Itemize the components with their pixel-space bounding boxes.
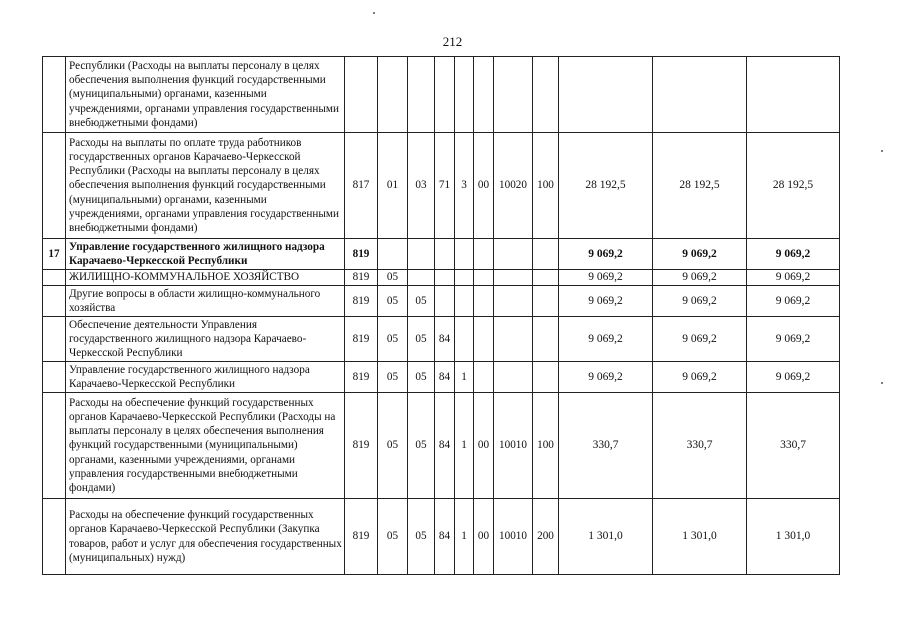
cell-main-event bbox=[474, 57, 494, 133]
scan-speck bbox=[881, 382, 883, 384]
cell-subsection: 05 bbox=[408, 286, 435, 317]
cell-sum-1: 9 069,2 bbox=[559, 362, 653, 393]
cell-ministry: 819 bbox=[345, 393, 378, 499]
cell-sum-3 bbox=[747, 57, 840, 133]
cell-sum-3: 1 301,0 bbox=[747, 499, 840, 575]
cell-main-event bbox=[474, 239, 494, 270]
cell-sum-2: 9 069,2 bbox=[653, 270, 747, 286]
cell-main-event: 00 bbox=[474, 133, 494, 239]
cell-expense-type bbox=[533, 317, 559, 362]
cell-sum-2: 330,7 bbox=[653, 393, 747, 499]
cell-ministry: 817 bbox=[345, 133, 378, 239]
cell-name: ЖИЛИЩНО-КОММУНАЛЬНОЕ ХОЗЯЙСТВО bbox=[66, 270, 345, 286]
cell-ministry: 819 bbox=[345, 362, 378, 393]
cell-num bbox=[43, 499, 66, 575]
budget-table bbox=[42, 56, 840, 575]
table-row bbox=[43, 270, 840, 286]
cell-expense-type: 200 bbox=[533, 499, 559, 575]
cell-name: Расходы на выплаты по оплате труда работников государственных органов Карачаево-Черкесской Республики (Расходы на выплаты персоналу в целях обеспечения выполнения функций государственными (муниципальными) органами, казенными учреждениями, органами управления государственными внебюджетными фондами) bbox=[66, 133, 345, 239]
cell-subprogram bbox=[455, 239, 474, 270]
cell-sum-2: 9 069,2 bbox=[653, 286, 747, 317]
cell-direction bbox=[494, 317, 533, 362]
cell-sum-3: 9 069,2 bbox=[747, 286, 840, 317]
scan-speck bbox=[881, 150, 883, 152]
cell-sum-2 bbox=[653, 57, 747, 133]
table-row bbox=[43, 362, 840, 393]
cell-section bbox=[378, 239, 408, 270]
cell-section: 05 bbox=[378, 317, 408, 362]
cell-main-event: 00 bbox=[474, 393, 494, 499]
cell-sum-2: 9 069,2 bbox=[653, 239, 747, 270]
cell-program bbox=[435, 286, 455, 317]
cell-expense-type bbox=[533, 239, 559, 270]
cell-sum-2: 1 301,0 bbox=[653, 499, 747, 575]
cell-expense-type bbox=[533, 270, 559, 286]
cell-program bbox=[435, 239, 455, 270]
table-row bbox=[43, 317, 840, 362]
cell-subprogram: 3 bbox=[455, 133, 474, 239]
table-row bbox=[43, 239, 840, 270]
cell-num bbox=[43, 286, 66, 317]
cell-ministry: 819 bbox=[345, 499, 378, 575]
cell-section: 05 bbox=[378, 362, 408, 393]
cell-main-event bbox=[474, 286, 494, 317]
cell-section bbox=[378, 57, 408, 133]
cell-program bbox=[435, 270, 455, 286]
table-row bbox=[43, 286, 840, 317]
cell-name: Управление государственного жилищного надзора Карачаево-Черкесской Республики bbox=[66, 362, 345, 393]
cell-sum-1 bbox=[559, 57, 653, 133]
cell-ministry: 819 bbox=[345, 286, 378, 317]
cell-subprogram bbox=[455, 57, 474, 133]
cell-subsection: 03 bbox=[408, 133, 435, 239]
cell-num: 17 bbox=[43, 239, 66, 270]
cell-num bbox=[43, 393, 66, 499]
table-row bbox=[43, 499, 840, 575]
cell-main-event: 00 bbox=[474, 499, 494, 575]
cell-sum-2: 28 192,5 bbox=[653, 133, 747, 239]
cell-sum-2: 9 069,2 bbox=[653, 362, 747, 393]
cell-subsection bbox=[408, 239, 435, 270]
cell-section: 05 bbox=[378, 270, 408, 286]
cell-name: Расходы на обеспечение функций государственных органов Карачаево-Черкесской Республики (Расходы на выплаты персоналу в целях обеспечения выполнения функций государственными (муниципальными) органами, казенными учреждениями, органами управления государственными внебюджетными фондами) bbox=[66, 393, 345, 499]
table-row bbox=[43, 393, 840, 499]
cell-expense-type bbox=[533, 286, 559, 317]
cell-subsection bbox=[408, 57, 435, 133]
cell-subprogram: 1 bbox=[455, 393, 474, 499]
cell-expense-type bbox=[533, 57, 559, 133]
cell-direction: 10010 bbox=[494, 499, 533, 575]
cell-sum-3: 28 192,5 bbox=[747, 133, 840, 239]
cell-num bbox=[43, 133, 66, 239]
cell-name: Другие вопросы в области жилищно-коммунального хозяйства bbox=[66, 286, 345, 317]
cell-main-event bbox=[474, 270, 494, 286]
cell-sum-1: 9 069,2 bbox=[559, 317, 653, 362]
page-number: 212 bbox=[442, 34, 463, 49]
cell-sum-2: 9 069,2 bbox=[653, 317, 747, 362]
cell-sum-1: 28 192,5 bbox=[559, 133, 653, 239]
cell-program: 71 bbox=[435, 133, 455, 239]
cell-sum-3: 330,7 bbox=[747, 393, 840, 499]
cell-ministry: 819 bbox=[345, 270, 378, 286]
cell-subprogram bbox=[455, 286, 474, 317]
cell-expense-type: 100 bbox=[533, 133, 559, 239]
cell-subsection: 05 bbox=[408, 362, 435, 393]
cell-main-event bbox=[474, 317, 494, 362]
cell-name: Республики (Расходы на выплаты персоналу в целях обеспечения выполнения функций государственными (муниципальными) органами, казенными учреждениями, органами управления государственными внебюджетными фондами) bbox=[66, 57, 345, 133]
cell-sum-3: 9 069,2 bbox=[747, 317, 840, 362]
cell-name: Расходы на обеспечение функций государственных органов Карачаево-Черкесской Республики (Закупка товаров, работ и услуг для обеспечения государственных (муниципальных) нужд) bbox=[66, 499, 345, 575]
cell-sum-3: 9 069,2 bbox=[747, 239, 840, 270]
cell-program: 84 bbox=[435, 499, 455, 575]
cell-direction bbox=[494, 286, 533, 317]
cell-program bbox=[435, 57, 455, 133]
cell-subprogram bbox=[455, 317, 474, 362]
cell-direction bbox=[494, 239, 533, 270]
cell-direction bbox=[494, 270, 533, 286]
cell-program: 84 bbox=[435, 362, 455, 393]
table-row bbox=[43, 133, 840, 239]
cell-direction: 10020 bbox=[494, 133, 533, 239]
cell-sum-1: 9 069,2 bbox=[559, 239, 653, 270]
cell-subsection: 05 bbox=[408, 499, 435, 575]
cell-section: 05 bbox=[378, 499, 408, 575]
cell-sum-3: 9 069,2 bbox=[747, 270, 840, 286]
table-row bbox=[43, 57, 840, 133]
cell-subsection: 05 bbox=[408, 317, 435, 362]
cell-main-event bbox=[474, 362, 494, 393]
cell-direction bbox=[494, 362, 533, 393]
cell-ministry: 819 bbox=[345, 317, 378, 362]
scan-speck bbox=[373, 12, 375, 14]
cell-program: 84 bbox=[435, 393, 455, 499]
cell-expense-type bbox=[533, 362, 559, 393]
cell-sum-1: 330,7 bbox=[559, 393, 653, 499]
cell-num bbox=[43, 57, 66, 133]
cell-sum-1: 9 069,2 bbox=[559, 270, 653, 286]
cell-section: 05 bbox=[378, 393, 408, 499]
cell-num bbox=[43, 362, 66, 393]
cell-ministry: 819 bbox=[345, 239, 378, 270]
cell-direction: 10010 bbox=[494, 393, 533, 499]
cell-direction bbox=[494, 57, 533, 133]
cell-ministry bbox=[345, 57, 378, 133]
cell-section: 01 bbox=[378, 133, 408, 239]
cell-name: Обеспечение деятельности Управления государственного жилищного надзора Карачаево-Черкесской Республики bbox=[66, 317, 345, 362]
cell-subprogram: 1 bbox=[455, 362, 474, 393]
cell-program: 84 bbox=[435, 317, 455, 362]
cell-expense-type: 100 bbox=[533, 393, 559, 499]
cell-subprogram bbox=[455, 270, 474, 286]
cell-subsection: 05 bbox=[408, 393, 435, 499]
cell-sum-1: 1 301,0 bbox=[559, 499, 653, 575]
cell-name: Управление государственного жилищного надзора Карачаево-Черкесской Республики bbox=[66, 239, 345, 270]
cell-subprogram: 1 bbox=[455, 499, 474, 575]
cell-num bbox=[43, 270, 66, 286]
cell-subsection bbox=[408, 270, 435, 286]
cell-sum-1: 9 069,2 bbox=[559, 286, 653, 317]
cell-num bbox=[43, 317, 66, 362]
cell-section: 05 bbox=[378, 286, 408, 317]
cell-sum-3: 9 069,2 bbox=[747, 362, 840, 393]
